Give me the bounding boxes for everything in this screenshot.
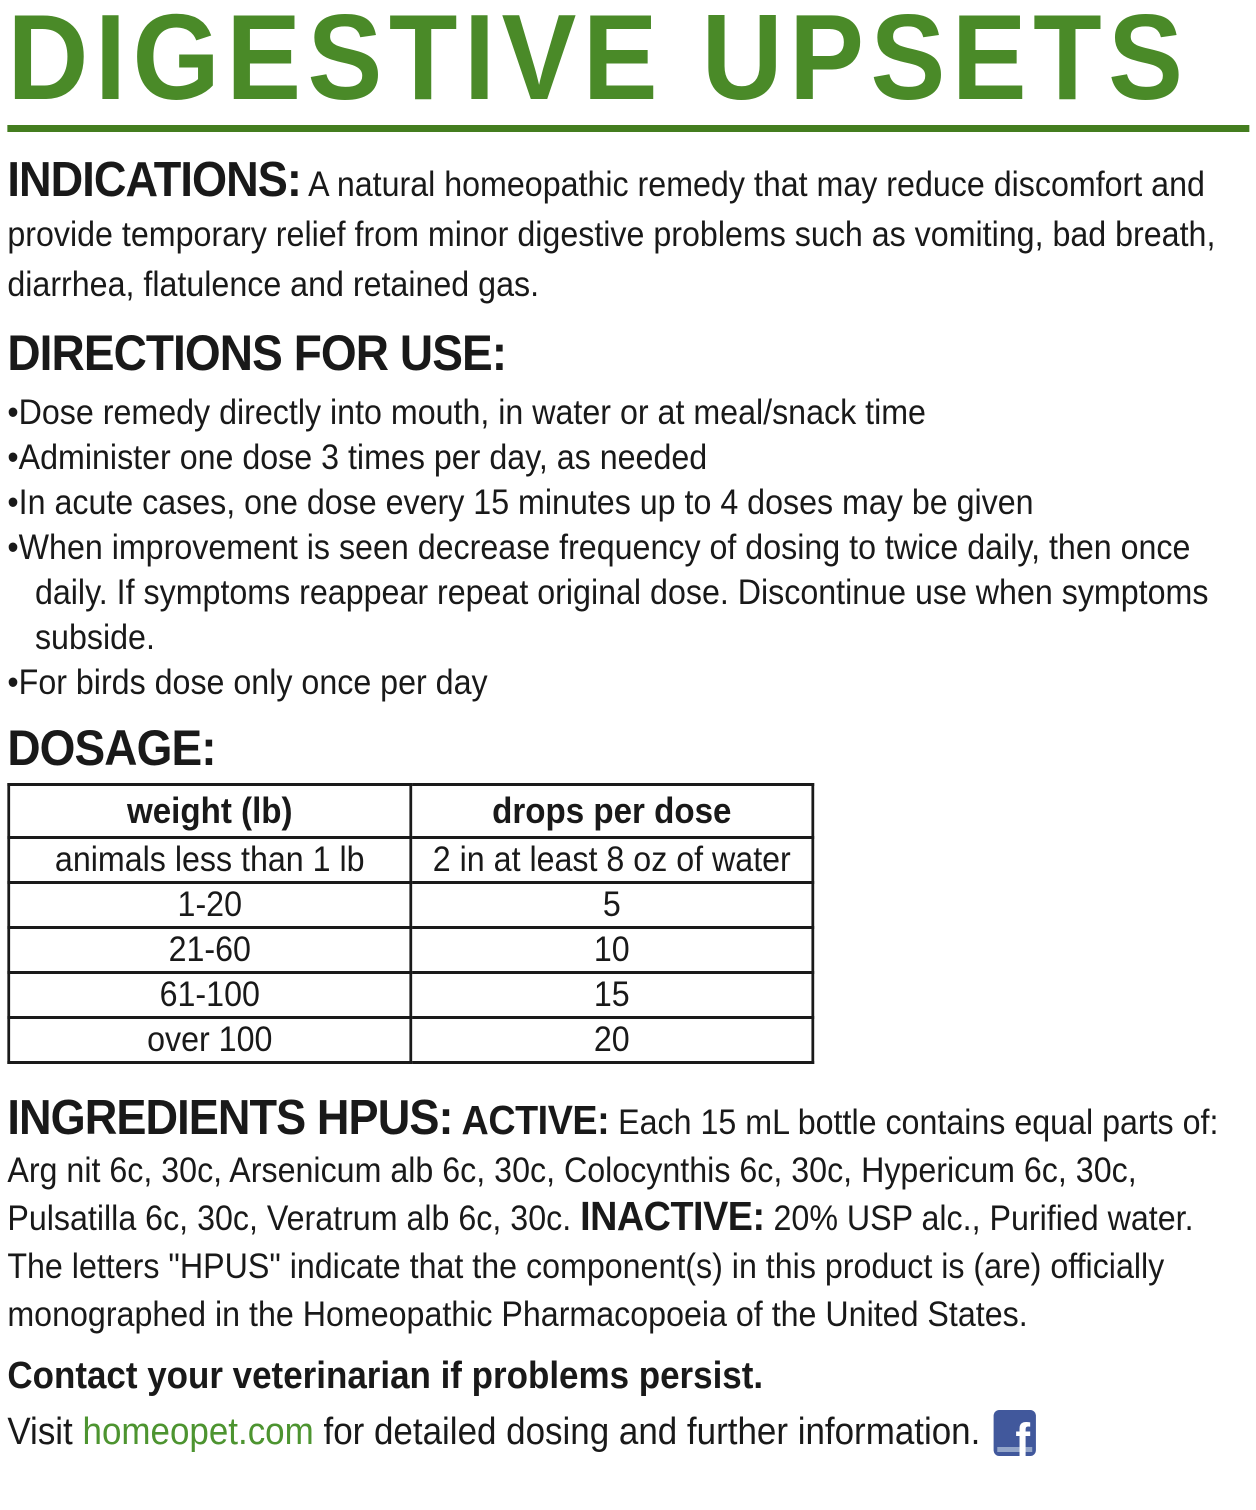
dosage-table: [7, 783, 814, 1064]
list-item: • For birds dose only once per day: [7, 660, 1219, 705]
ingredients-label: INGREDIENTS HPUS:: [7, 1091, 453, 1146]
ingredients-active-text: Each 15 mL bottle contains equal parts of: Arg nit 6c, 30c, Arsenicum alb 6c, 30c, Colocynthis 6c, 30c, Hypericum 6c, 30c, Pulsatilla 6c, 30c, Veratrum alb 6c, 30c.: [7, 1103, 1219, 1239]
list-item: • In acute cases, one dose every 15 minutes up to 4 doses may be given: [7, 480, 1219, 525]
directions-heading: DIRECTIONS FOR USE:: [7, 325, 507, 382]
homeopet-link[interactable]: homeopet.com: [82, 1410, 314, 1453]
table-cell: 20: [411, 1018, 813, 1063]
list-item: • Administer one dose 3 times per day, as needed: [7, 435, 1219, 480]
ingredients-inactive-label: INACTIVE:: [580, 1193, 765, 1240]
title-underline: [7, 125, 1249, 132]
table-cell: over 100: [9, 1018, 411, 1063]
table-cell: 10: [411, 928, 813, 973]
indications-text: A natural homeopathic remedy that may reduce discomfort and provide temporary relief from minor digestive problems such as vomiting, bad breath, diarrhea, flatulence and retained gas.: [7, 165, 1216, 305]
contact-vet-text: Contact your veterinarian if problems persist.: [7, 1355, 764, 1398]
ingredients-section: [7, 1091, 1219, 1339]
table-cell: animals less than 1 lb: [9, 838, 411, 883]
table-cell: 15: [411, 973, 813, 1018]
column-header-drops: drops per dose: [411, 785, 813, 838]
table-row: [9, 838, 813, 883]
table-cell: 2 in at least 8 oz of water: [411, 838, 813, 883]
table-row: [9, 973, 813, 1018]
indications-section: [7, 153, 1219, 310]
table-header-row: [9, 785, 813, 838]
visit-line: [7, 1409, 1255, 1456]
directions-list: [7, 390, 1219, 705]
table-cell: 1-20: [9, 883, 411, 928]
dosage-heading: DOSAGE:: [7, 720, 216, 777]
visit-suffix-text: for detailed dosing and further information.: [313, 1410, 981, 1453]
page-title: DIGESTIVE UPSETS: [7, 0, 1190, 125]
table-row: [9, 1018, 813, 1063]
table-cell: 5: [411, 883, 813, 928]
column-header-weight: weight (lb): [9, 785, 411, 838]
table-row: [9, 883, 813, 928]
table-row: [9, 928, 813, 973]
facebook-icon[interactable]: [993, 1410, 1035, 1456]
ingredients-active-label: ACTIVE:: [461, 1097, 610, 1144]
visit-prefix-text: Visit: [7, 1410, 83, 1453]
list-item: • Dose remedy directly into mouth, in water or at meal/snack time: [7, 390, 1219, 435]
table-cell: 21-60: [9, 928, 411, 973]
facebook-icon-letter: f: [1015, 1414, 1031, 1456]
indications-label: INDICATIONS:: [7, 153, 302, 208]
ingredients-inactive-text: 20% USP alc., Purified water. The letters "HPUS" indicate that the component(s) in this product is (are) officially monographed in the Homeopathic Pharmacopoeia of the United States.: [7, 1199, 1194, 1335]
table-cell: 61-100: [9, 973, 411, 1018]
list-item: • When improvement is seen decrease frequency of dosing to twice daily, then once daily. If symptoms reappear repeat original dose. Discontinue use when symptoms subside.: [7, 525, 1219, 660]
